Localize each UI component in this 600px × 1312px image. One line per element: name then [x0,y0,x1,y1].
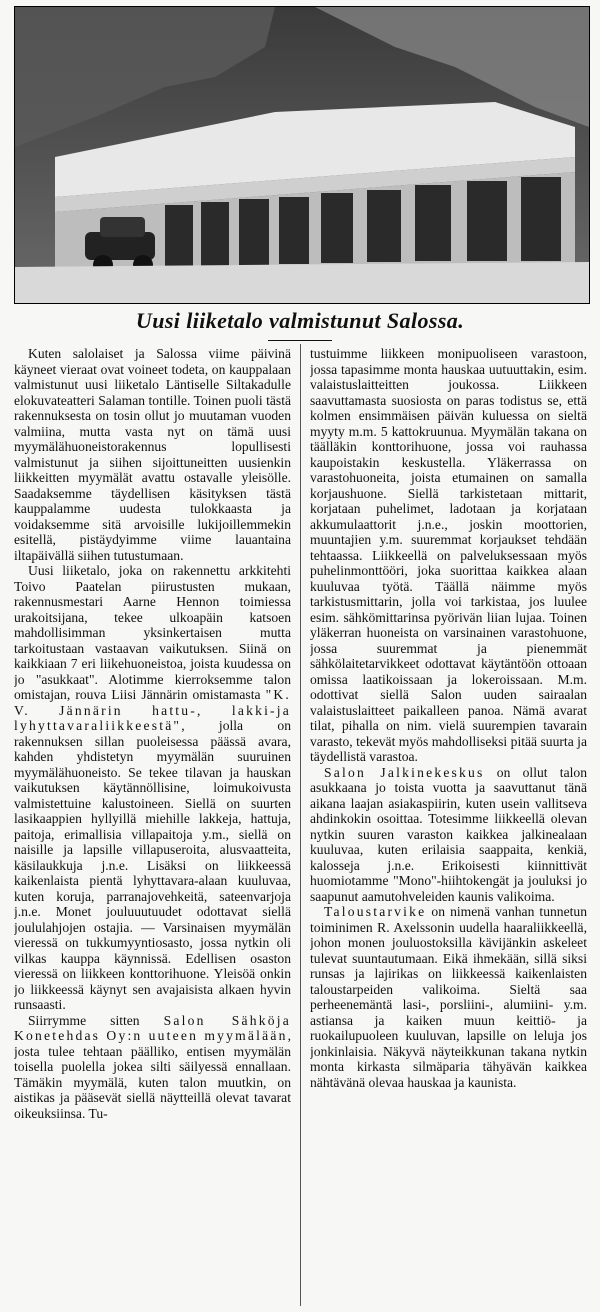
headline: Uusi liiketalo valmistunut Salossa. [135,308,465,333]
paragraph-household-rest: on nimenä vanhan tunnetun toiminimen R. Axelssonin uudella haaraliikkeellä, johon monen jouluostoksilla kävijänkin askeleet tulevat suuntautumaan. Eikä ihmekään, sillä siksi runsas ja lajirikas on liikkeessä kaikenlaisten taloustarpeiden valikoima. Sieltä saa perheenemäntä lasi-, porsliini-, alumiini- y.m. astiansa ja kaiken muun keittiö- ja ruokailupuoleen kuuluvan, lapsille on leluja jos jonkinlaisia. Näkyvä näyteikkunan takana nytkin monta kirkasta silmäparia tähyävän kaikkea nähtävänä olevaa hauskaa ja kaunista. [310,904,587,1090]
paragraph-electric-rest: , josta tulee tehtaan päälliko, entisen myymälän toisella puolella jokea silti säilyessä ennallaan. Tämäkin myymälä, kuten talon muutkin, on aistikas ja pääsevät siellä näytteillä olevat tavarat oikeuksiinsa. Tu- [14,1028,291,1121]
article-column-left [14,346,291,1306]
paragraph-building [14,563,291,1013]
paragraph-household-shop [310,904,587,1090]
paragraph-building-text: Uusi liiketalo, joka on rakennettu arkkitehti Toivo Paatelan piirustusten mukaan, rakennusmestari Aarne Hennon toimiessa urakoitsijana, tekee ulkoapäin katsoen mahdollisimman yksinkertaisen mutta tarkoitustaan vastaavan vaikutuksen. Siinä on kaikkiaan 7 eri liikehuoneistoa, joista kuudessa on jo "asukkaat". Alotimme kierroksemme talon omistajan, rouva Liisi Jännärin omistamasta [14,563,291,702]
column-divider [300,344,301,1306]
paragraph-building-rest: , jolla on rakennuksen sillan puoleisessa päässä avara, kahden yhdistetyn myymälän suuruinen myymälähuoneisto. Se tekee tilavan ja hauskan vaikutuksen käytännöllisine, loimukoivusta valmistettuine kalustoineen. Siellä on suurten lasikaappien hyllyillä miehille lakkeja, hattuja, paitoja, erimallisia villapaitoja y.m., siellä on naisille ja lapsille villapuseroita, alusvaatteita, käsilaukkuja j.n.e. Lisäksi on liikkeessä kaikenlaista pientä lyhyttavara-alaan kuuluvaa, kuten koruja, parranajovehkeitä, sateenvarjoja j.n.e. Monet jouluuutuudet odottavat siellä joululahjojen ostajia. — Varsinaisen myymälän vieressä on tukkumyyntiosasto, jossa nytkin oli vilkas kauppa käynnissä. Edellisen osaston vieressä on liikkeen konttorihuone. Yleisöä onkin jo liikkeessä käynyt sen avajaisista alkaen hyvin runsaasti. [14,718,291,1012]
building-photo-image [15,7,589,303]
paragraph-shoe-rest: on ollut talon asukkaana jo toista vuotta ja saavuttanut tänä aikana laajan asiakaspiirin, kuten usein vallitseva ahdinkokin osoittaa. Totesimme liikkeellä olevan nytkin suuren varaston kaikkea jalkinealaan kuuluvaa, kuten erilaisia saappaita, kenkiä, kalosseja j.n.e. Erikoisesti kiinnittivät huomiotamme "Mono"-hiihtokengät ja jouluksi jo saapunut aamutohveleiden kaunis valikoima. [310,764,587,904]
paragraph-intro: Kuten salolaiset ja Salossa viime päivinä käyneet vieraat ovat voineet todeta, on kauppalaan valmistunut uusi liiketalo Läntiselle Siltakadulle elokuvateatteri Salaman tontille. Toinen puoli tästä rakennuksesta on tosin ollut jo muutaman vuoden valmiina, mutta vasta nyt on tämä uusi myymälähuoneistorakennus lopullisesti valmistunut ja siihen sijoittuneitten uusienkin liikkeitten myymälät avattu ostavalle yleisölle. Saadaksemme täydellisen käsityksen tästä kauppalamme uudesta tulokkaasta ja voidaksemme sitä arvoisille lukijoillemmekin esitellä, pistäydyimme viime lauantaina iltapäivällä siihen tutustumaan. [14,346,291,563]
shop-name-electric: Salon Sähköja Konetehdas Oy:n uuteen myymälään [14,1012,291,1043]
article-column-right [310,346,587,1306]
paragraph-shoe-shop [310,765,587,905]
shop-name-shoes: Salon Jalkinekeskus [324,764,485,780]
shop-name-household: Taloustarvike [324,904,427,919]
paragraph-electric-continued: tustuimme liikkeen monipuoliseen varastoon, jossa tapasimme monta hauskaa uutuuttakin, esim. valaistuslaitteitten joukossa. Liikkeen saavuttamasta suosiosta on paras todistus se, että kolmen ensimmäisen päivän kuluessa on sieltä myyty m.m. 5 kattokruunua. Myymälän takana on täälläkin konttorihuone, jossa voi rauhassa kaupoistakin keskustella. Yläkerrassa on varastohuoneita, joista etumainen on samalla korjaushuone. Siellä tarkistetaan mittarit, korjataan puhelimet, ladotaan ja korjataan akkumulaattorit j.n.e., joskin moottorien, muuntajien y.m. suuremmat korjaukset tehdään tehtaassa. Liikkeellä on palveluksessaan myös puhelinmonttööri, joka suorittaa kaikkea alaan kuuluvaa työtä. Täällä näimme myös tarkistusmittarin, jolla voi tarkistaa, jos luulee esim. sähkömittarinsa pyörivän liian lujaa. Toinen yläkerran huoneista on varsinainen varastohuone, jossa suuremmat ja pienemmät sähkölaitetarvikkeet odottavat käytäntöön ottoaan omissa laatikoissaan ja lokeroissaan. M.m. odottivat siellä Salon uuden sairaalan valaistuslaitteet paikalleen panoa. Nämä avarat tilat, pihalla on nim. vielä suurempien tavarain varasto, tekevät myös mahdolliseksi pitää suurta ja täydellistä varastoa. [310,346,587,764]
building-photo [14,6,590,304]
shop-name-jannari: "K. V. Jännärin hattu-, lakki-ja lyhyttavaraliikkeestä" [14,687,291,733]
paragraph-electric-start: Siirrymme sitten [28,1012,164,1028]
headline-rule [268,340,332,341]
paragraph-electric-shop [14,1013,291,1122]
